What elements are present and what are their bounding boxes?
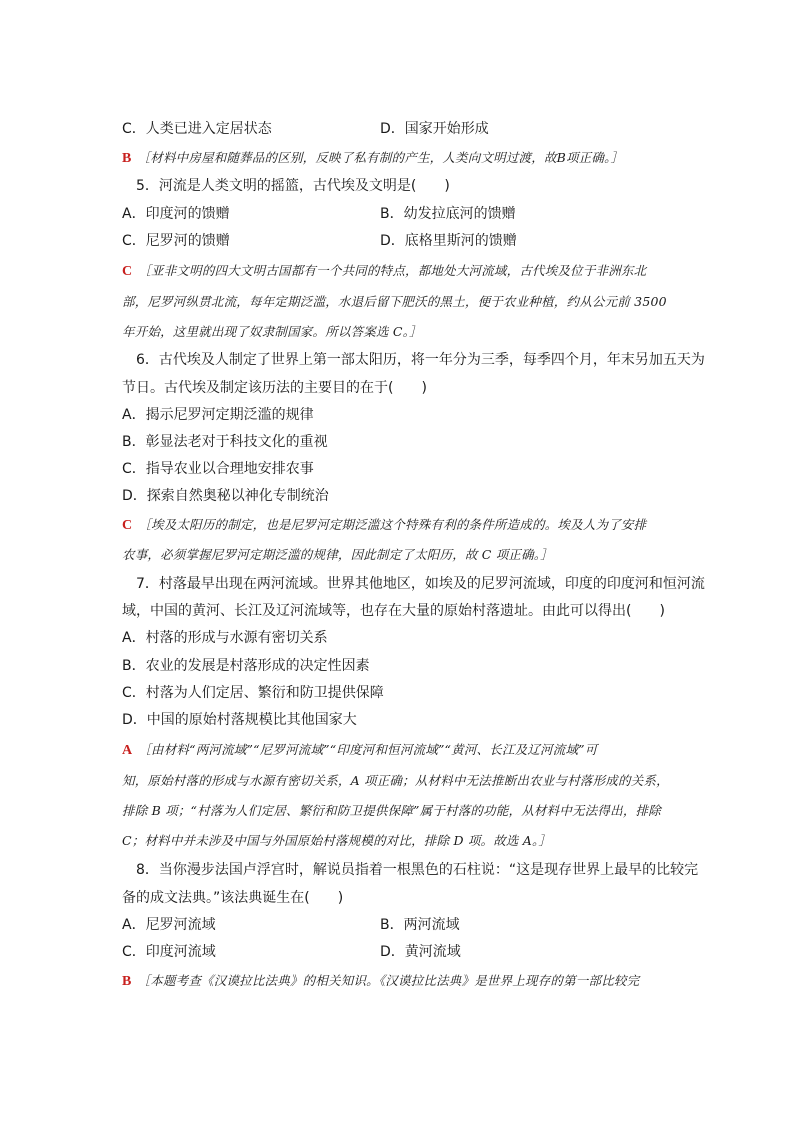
- q8-answer: [122, 971, 702, 992]
- q6-option-b: B．彰显法老对于科技文化的重视: [122, 434, 328, 450]
- answer-letter: A: [122, 743, 133, 758]
- q6-stem-line-1: 6．古代埃及人制定了世界上第一部太阳历，将一年分为三季，每季四个月，年末另加五天为: [136, 352, 705, 368]
- q5-answer-line-2: 部，尼罗河纵贯北流，每年定期泛滥，水退后留下肥沃的黑土，便于农业种植，约从公元前 3500: [122, 294, 667, 309]
- answer-letter: B: [122, 974, 132, 989]
- q8-option-b: B．两河流域: [380, 917, 460, 933]
- q7-option-d: D．中国的原始村落规模比其他国家大: [122, 712, 357, 728]
- q8-option-d: D．黄河流域: [380, 944, 461, 960]
- q6-stem-line-2: 节日。古代埃及制定该历法的主要目的在于( ): [122, 380, 427, 396]
- answer-explanation: ［埃及太阳历的制定，也是尼罗河定期泛滥这个特殊有利的条件所造成的。埃及人为了安排: [138, 517, 647, 532]
- answer-letter: B: [122, 151, 132, 166]
- q5-option-b: B．幼发拉底河的馈赠: [380, 206, 516, 222]
- q6-option-d: D．探索自然奥秘以神化专制统治: [122, 488, 329, 504]
- q7-option-c: C．村落为人们定居、繁衍和防卫提供保障: [122, 685, 384, 701]
- q4-option-d: D．国家开始形成: [380, 121, 489, 137]
- q6-answer-line-2: 农事，必须掌握尼罗河定期泛滥的规律，因此制定了太阳历，故 C 项正确。］: [122, 547, 553, 562]
- q7-answer-line-3: 排除 B 项；“村落为人们定居、繁衍和防卫提供保障”属于村落的功能，从材料中无法得出，排除: [122, 803, 661, 818]
- q5-stem: 5．河流是人类文明的摇篮，古代埃及文明是( ): [136, 178, 450, 194]
- q5-option-a: A．印度河的馈赠: [122, 206, 230, 222]
- q8-stem-line-1: 8．当你漫步法国卢浮宫时，解说员指着一根黑色的石柱说：“这是现存世界上最早的比较完: [136, 862, 699, 878]
- q7-answer: [122, 740, 702, 761]
- q7-stem-line-1: 7．村落最早出现在两河流域。世界其他地区，如埃及的尼罗河流域，印度的印度河和恒河流: [136, 576, 705, 592]
- answer-explanation: ［由材料“两河流域”“尼罗河流域”“印度河和恒河流域”“黄河、长江及辽河流域”可: [138, 742, 598, 757]
- answer-explanation: ［本题考查《汉谟拉比法典》的相关知识。《汉谟拉比法典》是世界上现存的第一部比较完: [137, 973, 640, 988]
- q5-option-c: C．尼罗河的馈赠: [122, 233, 230, 249]
- answer-letter: C: [122, 264, 133, 279]
- q4-answer: [122, 148, 702, 169]
- q7-answer-line-2: 知，原始村落的形成与水源有密切关系，A 项正确；从材料中无法推断出农业与村落形成的关系，: [122, 773, 669, 788]
- q8-option-a: A．尼罗河流域: [122, 917, 216, 933]
- answer-letter: C: [122, 518, 133, 533]
- q7-answer-line-4: C；材料中并未涉及中国与外国原始村落规模的对比，排除 D 项。故选 A。］: [122, 833, 552, 848]
- answer-explanation: ［亚非文明的四大文明古国都有一个共同的特点，都地处大河流域，古代埃及位于非洲东北: [138, 263, 647, 278]
- q7-stem-line-2: 域，中国的黄河、长江及辽河流域等，也存在大量的原始村落遗址。由此可以得出( ): [122, 603, 665, 619]
- q5-answer: [122, 261, 702, 282]
- q8-option-c: C．印度河流域: [122, 944, 216, 960]
- q7-option-a: A．村落的形成与水源有密切关系: [122, 630, 328, 646]
- answer-explanation: ［材料中房屋和随葬品的区别，反映了私有制的产生，人类向文明过渡，故B项正确。］: [137, 150, 624, 165]
- q6-option-c: C．指导农业以合理地安排农事: [122, 461, 314, 477]
- q5-option-d: D．底格里斯河的馈赠: [380, 233, 517, 249]
- q7-option-b: B．农业的发展是村落形成的决定性因素: [122, 658, 370, 674]
- q6-answer: [122, 515, 702, 536]
- q5-answer-line-3: 年开始，这里就出现了奴隶制国家。所以答案选 C。］: [122, 324, 422, 339]
- q8-stem-line-2: 备的成文法典。”该法典诞生在( ): [122, 890, 344, 906]
- q4-option-c: C．人类已进入定居状态: [122, 121, 272, 137]
- q6-option-a: A．揭示尼罗河定期泛滥的规律: [122, 407, 314, 423]
